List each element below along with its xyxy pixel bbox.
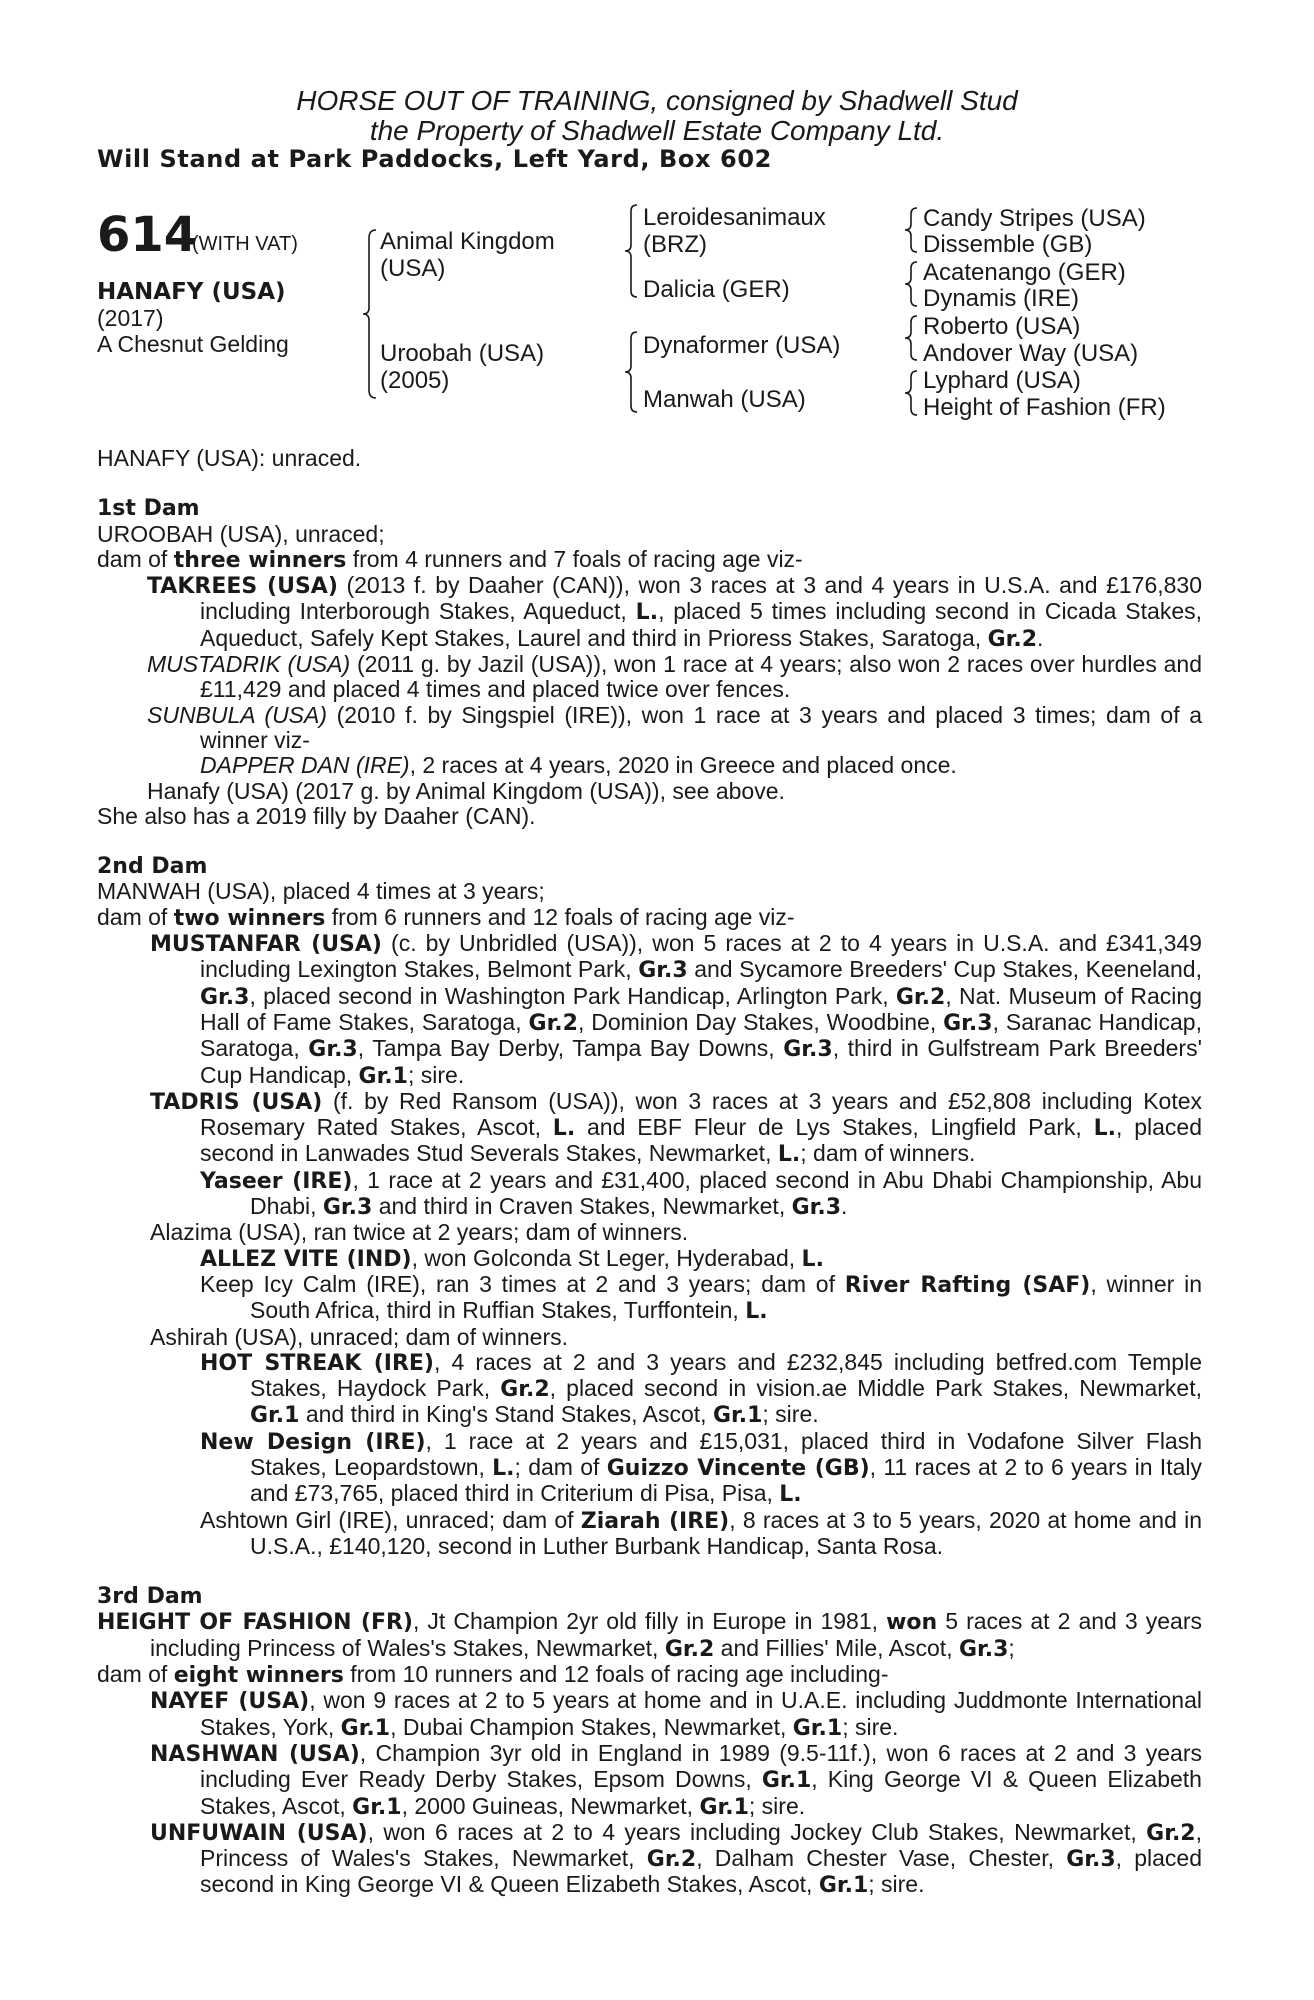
- progeny-entry: MUSTANFAR (USA) (c. by Unbridled (USA)), won 5 races at 2 to 4 years in U.S.A. and £341,349 including Lexington Stakes, Belmont Park, Gr.3 and Sycamore Breeders' Cup Stakes, Keeneland, Gr.3, placed second in Washington Park Handicap, Arlington Park, Gr.2, Nat. Museum of Racing Hall of Fame Stakes, Saratoga, Gr.2, Dominion Day Stakes, Woodbine, Gr.3, Saranac Handicap, Saratoga, Gr.3, Tampa Bay Derby, Tampa Bay Downs, Gr.3, third in Gulfstream Park Breeders' Cup Handicap, Gr.1; sire.: [150, 930, 1202, 1089]
- sire-country: (USA): [380, 255, 446, 282]
- brace-g3: [903, 314, 919, 362]
- grand-progeny-entry: DAPPER DAN (IRE), 2 races at 4 years, 2020 in Greece and placed once.: [200, 752, 957, 779]
- progeny-name: DAPPER DAN (IRE): [200, 752, 410, 779]
- sire-sire-country: (BRZ): [643, 231, 707, 258]
- first-dam-heading: 1st Dam: [97, 496, 200, 522]
- dam-name: Uroobah (USA): [380, 340, 545, 367]
- grand-progeny-entry: ALLEZ VITE (IND), won Golconda St Leger, Hyderabad, L.: [200, 1244, 824, 1272]
- third-dam-heading: 3rd Dam: [97, 1584, 203, 1610]
- grand-progeny-entry: HOT STREAK (IRE), 4 races at 2 and 3 years and £232,845 including betfred.com Temple Stakes, Haydock Park, Gr.2, placed second in vision.ae Middle Park Stakes, Newmarket, Gr.1 and third in King's Stand Stakes, Ascot, Gr.1; sire.: [200, 1348, 1203, 1429]
- gg-dam-2: Dynamis (IRE): [923, 285, 1080, 312]
- owner-line: the Property of Shadwell Estate Company Ltd.: [369, 115, 945, 146]
- brace-g1: [903, 206, 919, 254]
- grand-progeny-entry: Yaseer (IRE), 1 race at 2 years and £31,400, placed second in Abu Dhabi Championship, Abu Dhabi, Gr.3 and third in Craven Stakes, Newmarket, Gr.3.: [200, 1166, 1203, 1221]
- second-dam-heading: 2nd Dam: [97, 854, 208, 880]
- progeny-entry: SUNBULA (USA) (2010 f. by Singspiel (IRE)), won 1 race at 3 years and placed 3 times; dam of a winner viz-: [147, 701, 1203, 753]
- progeny-name: SUNBULA (USA): [147, 701, 328, 728]
- progeny-name: Yaseer (IRE): [200, 1168, 353, 1194]
- progeny-name: HOT STREAK (IRE): [200, 1350, 434, 1376]
- progeny-name: NASHWAN (USA): [150, 1741, 360, 1767]
- grand-progeny-entry: Ashtown Girl (IRE), unraced; dam of Ziarah (IRE), 8 races at 3 to 5 years, 2020 at home and in U.S.A., £140,120, second in Luther Burbank Handicap, Santa Rosa.: [200, 1506, 1203, 1559]
- progeny-entry: TADRIS (USA) (f. by Red Ransom (USA)), won 3 races at 3 years and £52,808 including Kotex Rosemary Rated Stakes, Ascot, L. and EBF Fleur de Lys Stakes, Lingfield Park, L., placed second in Lanwades Stud Severals Stakes, Newmarket, L.; dam of winners.: [150, 1087, 1203, 1168]
- second-dam-progeny: dam of two winners from 6 runners and 12 foals of racing age viz-: [97, 903, 795, 931]
- gg-dam-4: Height of Fashion (FR): [923, 394, 1166, 421]
- progeny-name: UNFUWAIN (USA): [150, 1820, 368, 1846]
- gg-dam-1: Dissemble (GB): [923, 231, 1093, 258]
- third-dam-intro: HEIGHT OF FASHION (FR), Jt Champion 2yr old filly in Europe in 1981, won 5 races at 2 and 3 years including Princess of Wales's Stakes, Newmarket, Gr.2 and Fillies' Mile, Ascot, Gr.3;: [97, 1608, 1202, 1662]
- gg-sire-3: Roberto (USA): [923, 313, 1081, 340]
- progeny-entry: MUSTADRIK (USA) (2011 g. by Jazil (USA)), won 1 race at 4 years; also won 2 races over hurdles and £11,429 and placed 4 times and placed twice over fences.: [147, 651, 1202, 703]
- sire-sire: Leroidesanimaux: [643, 204, 826, 231]
- first-dam-intro: UROOBAH (USA), unraced;: [97, 520, 385, 547]
- vat-label: (WITH VAT): [192, 233, 298, 255]
- progeny-name: TADRIS (USA): [150, 1089, 323, 1115]
- progeny-entry: Ashirah (USA), unraced; dam of winners.: [150, 1323, 569, 1350]
- brace-sire-parents: [623, 203, 639, 299]
- consignor-line: HORSE OUT OF TRAINING, consigned by Shadwell Stud: [296, 85, 1018, 116]
- brace-dam-parents: [623, 330, 639, 414]
- grand-progeny-entry: New Design (IRE), 1 race at 2 years and £15,031, placed third in Vodafone Silver Flash Stakes, Leopardstown, L.; dam of Guizzo Vincente (GB), 11 races at 2 to 6 years in Italy and £73,765, placed third in Criterium di Pisa, Pisa, L.: [200, 1427, 1203, 1508]
- sire-dam: Dalicia (GER): [643, 276, 790, 303]
- dam-dam: Manwah (USA): [643, 386, 806, 413]
- progeny-name: ALLEZ VITE (IND): [200, 1246, 412, 1272]
- progeny-name: MUSTADRIK (USA): [147, 651, 351, 678]
- gg-sire-2: Acatenango (GER): [923, 259, 1126, 286]
- brace-sire-dam: [360, 228, 380, 400]
- progeny-entry: UNFUWAIN (USA), won 6 races at 2 to 4 years including Jockey Club Stakes, Newmarket, Gr.2, Princess of Wales's Stakes, Newmarket, Gr.2, Dalham Chester Vase, Chester, Gr.3, placed second in King George VI & Queen Elizabeth Stakes, Ascot, Gr.1; sire.: [150, 1818, 1202, 1899]
- racing-summary: HANAFY (USA): unraced.: [97, 445, 362, 471]
- brace-g4: [903, 369, 919, 417]
- horse-year: (2017): [97, 305, 164, 331]
- first-dam-progeny: dam of three winners from 4 runners and 7 foals of racing age viz-: [97, 545, 803, 573]
- progeny-entry: NASHWAN (USA), Champion 3yr old in England in 1989 (9.5-11f.), won 6 races at 2 and 3 years including Ever Ready Derby Stakes, Epsom Downs, Gr.1, King George VI & Queen Elizabeth Stakes, Ascot, Gr.1, 2000 Guineas, Newmarket, Gr.1; sire.: [150, 1739, 1202, 1820]
- progeny-entry: NAYEF (USA), won 9 races at 2 to 5 years at home and in U.A.E. including Juddmonte International Stakes, York, Gr.1, Dubai Champion Stakes, Newmarket, Gr.1; sire.: [150, 1687, 1202, 1741]
- location-line: Will Stand at Park Paddocks, Left Yard, Box 602: [97, 145, 772, 173]
- progeny-name: New Design (IRE): [200, 1429, 426, 1455]
- gg-sire-4: Lyphard (USA): [923, 367, 1081, 394]
- progeny-name: NAYEF (USA): [150, 1689, 310, 1715]
- grand-progeny-entry: Keep Icy Calm (IRE), ran 3 times at 2 and 3 years; dam of River Rafting (SAF), winner in South Africa, third in Ruffian Stakes, Turffontein, L.: [200, 1270, 1202, 1325]
- progeny-entry: Hanafy (USA) (2017 g. by Animal Kingdom (USA)), see above.: [147, 777, 785, 804]
- third-dam-progeny: dam of eight winners from 10 runners and 12 foals of racing age including-: [97, 1661, 889, 1689]
- also-has-note: She also has a 2019 filly by Daaher (CAN).: [97, 802, 536, 829]
- dam-year: (2005): [380, 367, 450, 394]
- horse-name: HANAFY (USA): [97, 279, 286, 305]
- progeny-name: MUSTANFAR (USA): [150, 932, 382, 958]
- progeny-entry: Alazima (USA), ran twice at 2 years; dam of winners.: [150, 1219, 689, 1246]
- sire-name: Animal Kingdom: [380, 228, 555, 255]
- lot-number: 614: [97, 207, 198, 263]
- dam-sire: Dynaformer (USA): [643, 332, 841, 359]
- progeny-name: TAKREES (USA): [147, 574, 338, 600]
- progeny-name: River Rafting (SAF): [844, 1272, 1091, 1298]
- gg-dam-3: Andover Way (USA): [923, 340, 1139, 367]
- second-dam-intro: MANWAH (USA), placed 4 times at 3 years;: [97, 878, 545, 905]
- brace-g2: [903, 260, 919, 308]
- horse-description: A Chesnut Gelding: [97, 331, 289, 357]
- progeny-name: Ziarah (IRE): [580, 1508, 730, 1534]
- family-record: [97, 446, 1202, 1899]
- gg-sire-1: Candy Stripes (USA): [923, 205, 1146, 232]
- progeny-entry: TAKREES (USA) (2013 f. by Daaher (CAN)), won 3 races at 3 and 4 years in U.S.A. and £176,830 including Interborough Stakes, Aqueduct, L., placed 5 times including second in Cicada Stakes, Aqueduct, Safely Kept Stakes, Laurel and third in Prioress Stakes, Saratoga, Gr.2.: [147, 572, 1203, 652]
